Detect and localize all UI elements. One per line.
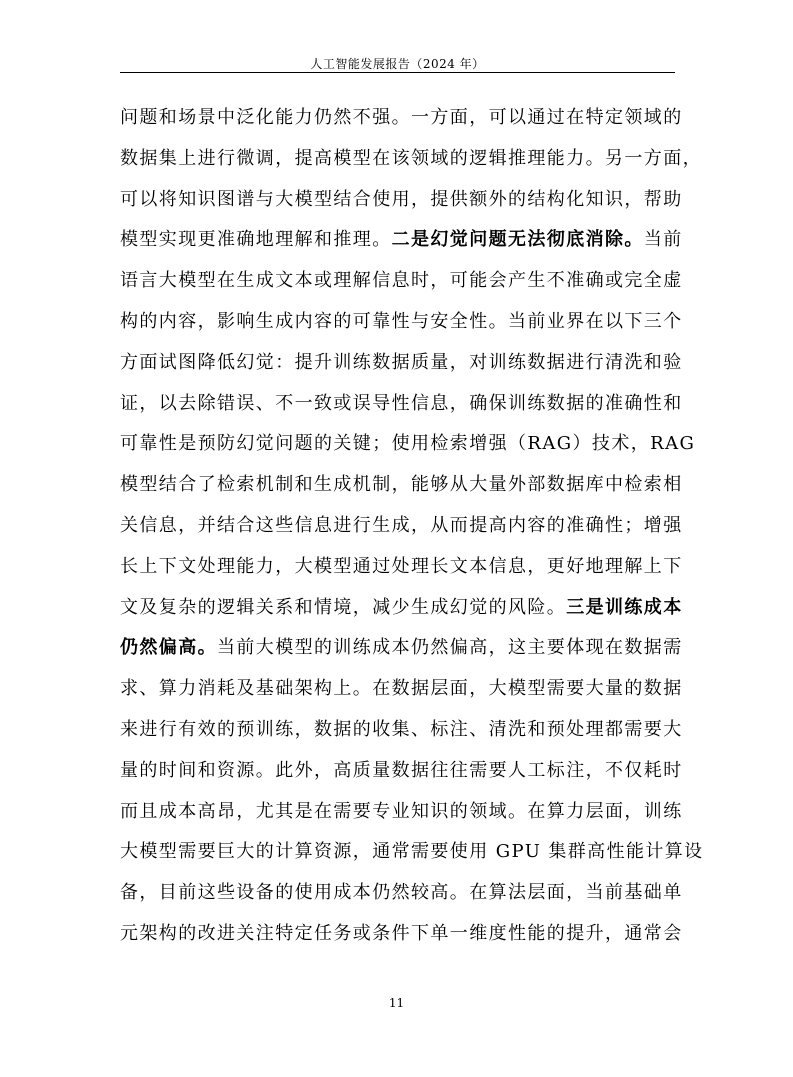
text-run: 可靠性是预防幻觉问题的关键；使用检索增强（RAG）技术，RAG: [120, 433, 696, 455]
text-line: [120, 914, 683, 955]
text-line: [120, 261, 683, 302]
page-number: 11: [388, 996, 405, 1010]
text-run: 来进行有效的预训练，数据的收集、标注、清洗和预处理都需要大: [120, 718, 683, 740]
text-run: 当前: [643, 229, 683, 251]
text-line: [120, 792, 683, 833]
text-run: 语言大模型在生成文本或理解信息时，可能会产生不准确或完全虚: [120, 270, 683, 292]
text-line: [120, 588, 683, 629]
text-run: 备，目前这些设备的使用成本仍然较高。在算法层面，当前基础单: [120, 882, 683, 904]
text-line: [120, 832, 704, 873]
text-line: [120, 628, 683, 669]
text-run: 证，以去除错误、不一致或误导性信息，确保训练数据的准确性和: [120, 392, 683, 414]
text-run: 当前大模型的训练成本仍然偏高，这主要体现在数据需: [217, 637, 683, 659]
text-run: 可以将知识图谱与大模型结合使用，提供额外的结构化知识，帮助: [120, 188, 683, 210]
text-line: [120, 384, 683, 425]
text-line: [120, 424, 696, 465]
text-run: 模型结合了检索机制和生成机制，能够从大量外部数据库中检索相: [120, 474, 683, 496]
text-run: 量的时间和资源。此外，高质量数据往往需要人工标注，不仅耗时: [120, 759, 683, 781]
body-paragraph: [120, 98, 704, 955]
text-run: 关信息，并结合这些信息进行生成，从而提高内容的准确性；增强: [120, 514, 683, 536]
header-divider: [120, 72, 675, 73]
bold-heading-text: 二是幻觉问题无法彻底消除。: [391, 229, 644, 251]
text-run: 大模型需要巨大的计算资源，通常需要使用 GPU 集群高性能计算设: [120, 841, 704, 863]
text-run: 而且成本高昂，尤其是在需要专业知识的领域。在算力层面，训练: [120, 800, 683, 822]
text-line: [120, 343, 683, 384]
text-run: 模型实现更准确地理解和推理。: [120, 229, 392, 251]
text-run: 方面试图降低幻觉：提升训练数据质量，对训练数据进行清洗和验: [120, 351, 683, 373]
text-line: [120, 139, 702, 180]
page-header: 人工智能发展报告（2024 年）: [310, 57, 485, 71]
text-run: 元架构的改进关注特定任务或条件下单一维度性能的提升，通常会: [120, 922, 683, 944]
text-run: 求、算力消耗及基础架构上。在数据层面，大模型需要大量的数据: [120, 678, 683, 700]
text-line: [120, 465, 683, 506]
bold-heading-text: 仍然偏高。: [120, 637, 217, 659]
text-line: [120, 506, 683, 547]
text-run: 文及复杂的逻辑关系和情境，减少生成幻觉的风险。: [120, 596, 567, 618]
text-line: [120, 302, 683, 343]
text-line: [120, 180, 683, 221]
text-run: 构的内容，影响生成内容的可靠性与安全性。当前业界在以下三个: [120, 310, 683, 332]
bold-heading-text: 三是训练成本: [566, 596, 683, 618]
text-line: [120, 710, 683, 751]
text-run: 长上下文处理能力，大模型通过处理长文本信息，更好地理解上下: [120, 555, 683, 577]
text-line: [120, 547, 683, 588]
text-run: 数据集上进行微调，提高模型在该领域的逻辑推理能力。另一方面，: [120, 147, 702, 169]
text-line: [120, 873, 683, 914]
text-line: [120, 751, 683, 792]
text-line: [120, 98, 683, 139]
text-line: [120, 669, 683, 710]
text-run: 问题和场景中泛化能力仍然不强。一方面，可以通过在特定领域的: [120, 107, 683, 128]
text-line: [120, 220, 683, 261]
